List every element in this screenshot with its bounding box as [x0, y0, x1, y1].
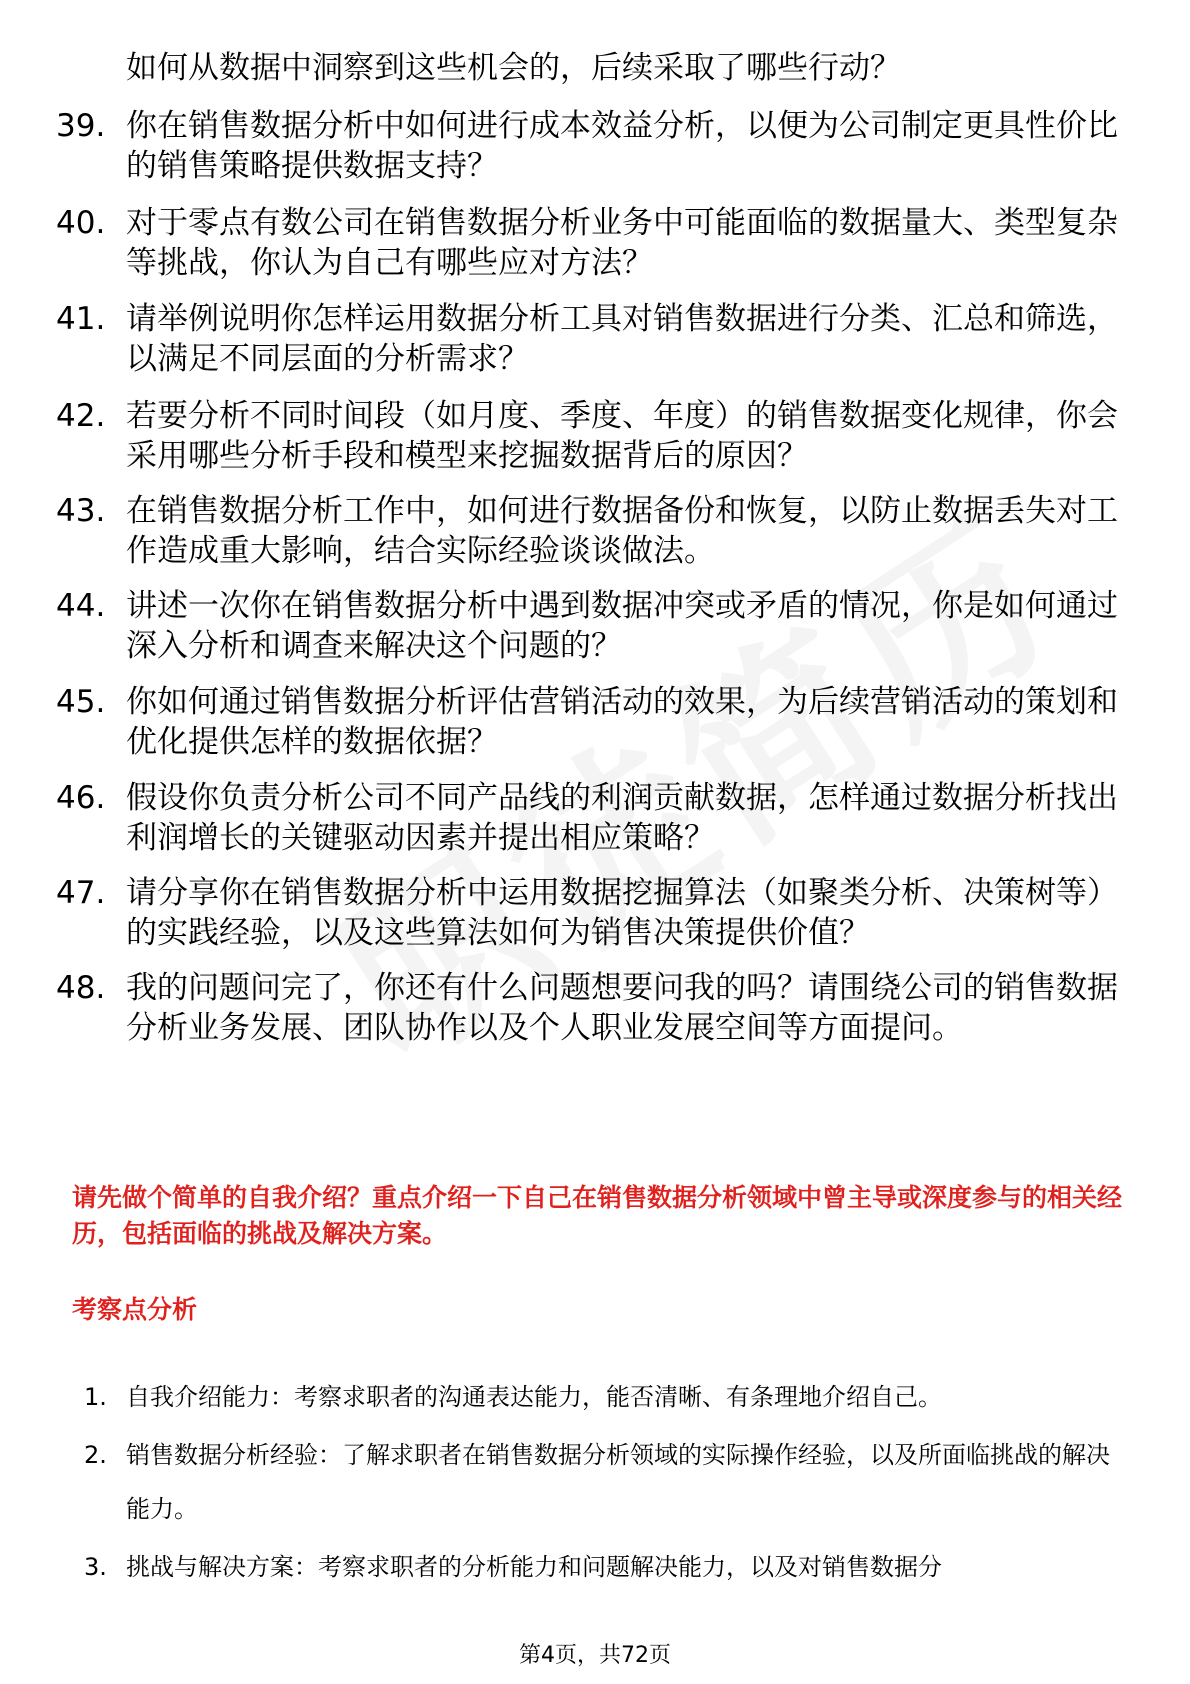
analysis-number: 3.: [84, 1553, 107, 1581]
question-continuation: 如何从数据中洞察到这些机会的，后续采取了哪些行动？: [126, 50, 901, 86]
question-text: 我的问题问完了，你还有什么问题想要问我的吗？请围绕公司的销售数据分析业务发展、团队协作以及个人职业发展空间等方面提问。: [126, 970, 1118, 1046]
analysis-heading: 考察点分析: [72, 1295, 198, 1324]
question-text: 请分享你在销售数据分析中运用数据挖掘算法（如聚类分析、决策树等）的实践经验，以及这些算法如何为销售决策提供价值？: [126, 875, 1118, 951]
question-text: 你在销售数据分析中如何进行成本效益分析，以便为公司制定更具性价比的销售策略提供数据支持？: [126, 108, 1118, 184]
analysis-number: 2.: [84, 1441, 107, 1469]
analysis-number: 1.: [84, 1383, 107, 1411]
question-number: 41.: [56, 301, 106, 337]
question-number: 47.: [56, 875, 106, 911]
analysis-text: 自我介绍能力：考察求职者的沟通表达能力，能否清晰、有条理地介绍自己。: [126, 1383, 942, 1411]
question-text: 若要分析不同时间段（如月度、季度、年度）的销售数据变化规律，你会采用哪些分析手段和模型来挖掘数据背后的原因？: [126, 398, 1118, 474]
question-text: 假设你负责分析公司不同产品线的利润贡献数据，怎样通过数据分析找出利润增长的关键驱动因素并提出相应策略？: [126, 780, 1118, 856]
highlight-question: 请先做个简单的自我介绍？重点介绍一下自己在销售数据分析领域中曾主导或深度参与的相关经历，包括面临的挑战及解决方案。: [72, 1183, 1123, 1248]
question-number: 43.: [56, 493, 106, 529]
question-text: 你如何通过销售数据分析评估营销活动的效果，为后续营销活动的策划和优化提供怎样的数据依据？: [126, 684, 1118, 760]
question-number: 42.: [56, 398, 106, 434]
page-footer: 第4页，共72页: [519, 1643, 671, 1668]
question-number: 44.: [56, 588, 106, 624]
question-text: 请举例说明你怎样运用数据分析工具对销售数据进行分类、汇总和筛选，以满足不同层面的分析需求？: [126, 301, 1118, 377]
question-number: 45.: [56, 684, 106, 720]
question-text: 在销售数据分析工作中，如何进行数据备份和恢复，以防止数据丢失对工作造成重大影响，结合实际经验谈谈做法。: [126, 493, 1118, 569]
analysis-text: 挑战与解决方案：考察求职者的分析能力和问题解决能力，以及对销售数据分: [126, 1553, 942, 1581]
question-text: 讲述一次你在销售数据分析中遇到数据冲突或矛盾的情况，你是如何通过深入分析和调查来解决这个问题的？: [126, 588, 1118, 664]
question-number: 46.: [56, 780, 106, 816]
question-number: 48.: [56, 970, 106, 1006]
question-number: 39.: [56, 108, 106, 144]
question-text: 对于零点有数公司在销售数据分析业务中可能面临的数据量大、类型复杂等挑战，你认为自己有哪些应对方法？: [126, 205, 1118, 281]
question-number: 40.: [56, 205, 106, 241]
analysis-text: 销售数据分析经验：了解求职者在销售数据分析领域的实际操作经验，以及所面临挑战的解决能力。: [126, 1441, 1110, 1523]
